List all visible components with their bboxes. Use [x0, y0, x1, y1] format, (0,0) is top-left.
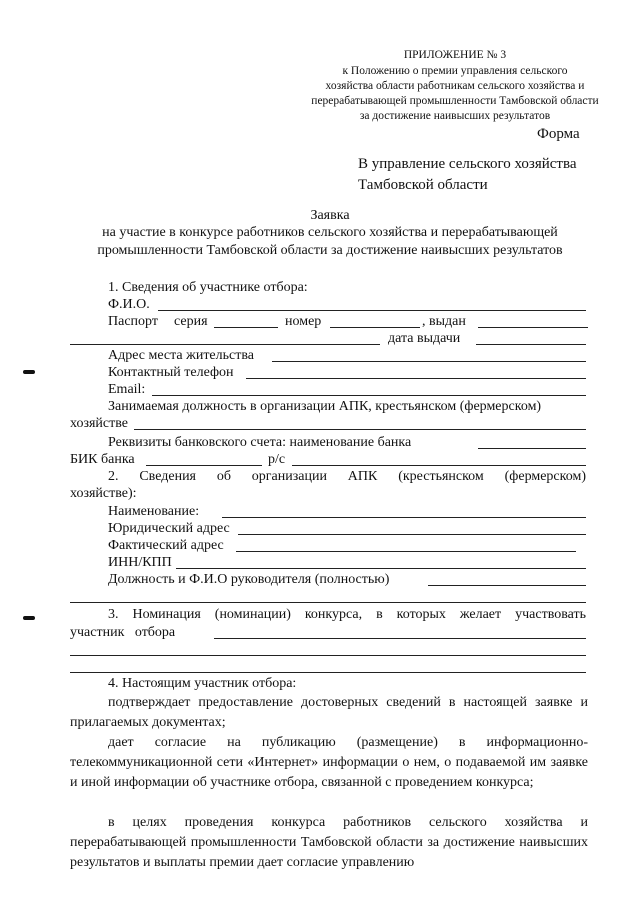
head-label: Должность и Ф.И.О руководителя (полностью) — [108, 572, 390, 587]
position-label-2: хозяйстве — [70, 416, 129, 431]
legal-address-label: Юридический адрес — [108, 521, 230, 536]
head-field-continued[interactable] — [70, 602, 586, 603]
position-label-1: Занимаемая должность в организации АПК, крестьянском (фермерском) — [108, 399, 542, 414]
fio-field[interactable] — [158, 310, 586, 311]
section2-heading-1: 2. Сведения об организации АПК (крестьянском (фермерском) — [108, 469, 586, 484]
section3-heading-2: участник отбора — [70, 625, 176, 640]
bik-label: БИК банка — [70, 452, 135, 467]
recipient-line-2: Тамбовской области — [358, 177, 488, 193]
appendix-line-1: к Положению о премии управления сельского — [342, 65, 568, 77]
bik-field[interactable] — [146, 465, 262, 466]
series-field[interactable] — [214, 327, 278, 328]
email-label: Email: — [108, 382, 146, 397]
appendix-line-2: хозяйства области работникам сельского хозяйства и — [325, 80, 585, 92]
series-label: серия — [174, 314, 208, 329]
legal-address-field[interactable] — [238, 534, 586, 535]
section4-heading: 4. Настоящим участник отбора: — [108, 676, 297, 691]
number-field[interactable] — [330, 327, 420, 328]
account-label: р/с — [268, 452, 286, 467]
issue-date-label: дата выдачи — [388, 331, 461, 346]
appendix-line-4: за достижение наивысших результатов — [359, 110, 551, 122]
address-label: Адрес места жительства — [108, 348, 254, 363]
section3-heading-1: 3. Номинация (номинации) конкурса, в которых желает участвовать — [108, 607, 586, 622]
issued-field[interactable] — [478, 327, 588, 328]
inn-field[interactable] — [176, 568, 586, 569]
appendix-line-3: перерабатывающей промышленности Тамбовской области — [311, 95, 599, 107]
number-label: номер — [285, 314, 322, 329]
application-subtitle-1: на участие в конкурсе работников сельского хозяйства и перерабатывающей — [102, 225, 558, 240]
section4-paragraph-1: подтверждает предоставление достоверных сведений в настоящей заявке и прилагаемых документах; — [70, 695, 588, 730]
inn-label: ИНН/КПП — [108, 555, 172, 570]
org-name-label: Наименование: — [108, 504, 200, 519]
nomination-field-2[interactable] — [70, 655, 586, 656]
nomination-field[interactable] — [214, 638, 586, 639]
bank-label: Реквизиты банковского счета: наименование банка — [108, 435, 412, 450]
section2-heading-2: хозяйстве): — [70, 486, 137, 501]
org-name-field[interactable] — [222, 517, 586, 518]
nomination-field-3[interactable] — [70, 672, 586, 673]
binder-mark-top — [23, 370, 35, 374]
bank-field[interactable] — [478, 448, 586, 449]
recipient-line-1: В управление сельского хозяйства — [358, 156, 577, 172]
phone-field[interactable] — [246, 378, 586, 379]
address-field[interactable] — [272, 361, 586, 362]
application-subtitle-2: промышленности Тамбовской области за достижение наивысших результатов — [97, 243, 563, 258]
actual-address-field[interactable] — [236, 551, 576, 552]
form-label: Форма — [537, 126, 580, 142]
passport-label: Паспорт — [108, 314, 158, 329]
section1-heading: 1. Сведения об участнике отбора: — [108, 280, 308, 295]
email-field[interactable] — [152, 395, 586, 396]
section4-paragraph-3: в целях проведения конкурса работников сельского хозяйства и перерабатывающей промышленности Тамбовской области за достижение наивысших результатов и выплаты премии дает согласие управлению — [70, 815, 588, 870]
actual-address-label: Фактический адрес — [108, 538, 224, 553]
appendix-title: ПРИЛОЖЕНИЕ № 3 — [403, 49, 507, 61]
issued-by-field[interactable] — [70, 344, 380, 345]
position-field[interactable] — [134, 429, 586, 430]
phone-label: Контактный телефон — [108, 365, 234, 380]
fio-label: Ф.И.О. — [108, 297, 150, 312]
issue-date-field[interactable] — [476, 344, 586, 345]
application-title: Заявка — [310, 208, 350, 223]
account-field[interactable] — [292, 465, 586, 466]
binder-mark-bottom — [23, 616, 35, 620]
head-field[interactable] — [428, 585, 586, 586]
section4-paragraph-2: дает согласие на публикацию (размещение) в информационно-телекоммуникационной сети «Интернет» информации о нем, о подаваемой им заявке и иной информации об участнике отбора, связанной с проведением конкурса; — [70, 735, 588, 790]
issued-label: , выдан — [422, 314, 466, 329]
